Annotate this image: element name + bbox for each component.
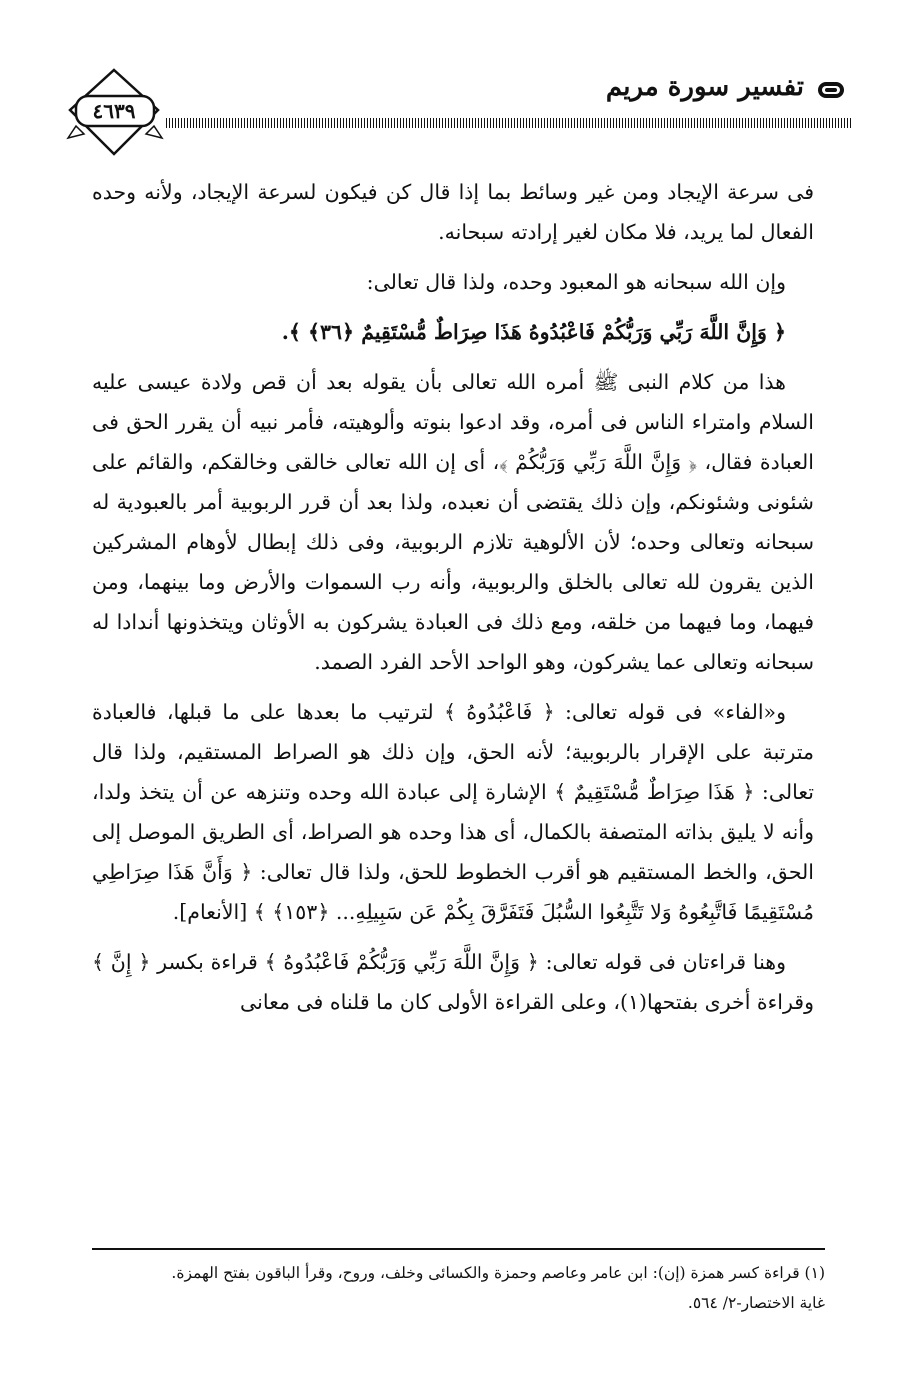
paragraph: وهنا قراءتان فى قوله تعالى: ﴿ وَإِنَّ اللَّهَ رَبِّي وَرَبُّكُمْ فَاعْبُدُوهُ ﴾ قراءة بكسر ﴿ إِنَّ ﴾ وقراءة أخرى بفتحها(١)، وعلى القراءة الأولى كان ما قلناه فى معانى: [92, 950, 814, 1014]
page-number: ٤٦٣٩: [92, 99, 136, 123]
page-header: [62, 62, 852, 162]
paragraph: فى سرعة الإيجاد ومن غير وسائط بما إذا قال كن فيكون لسرعة الإيجاد، ولأنه وحده الفعال لما يريد، فلا مكان لغير إرادته سبحانه.: [92, 180, 814, 244]
header-rule: [166, 118, 852, 128]
header-ornament-icon: [816, 79, 846, 101]
page-body: [92, 172, 814, 1032]
paragraph: و«الفاء» فى قوله تعالى: ﴿ فَاعْبُدُوهُ ﴾ لترتيب ما بعدها على ما قبلها، فالعبادة مترتبة على الإقرار بالربوبية؛ لأنه الحق، وإن ذلك هو الصراط المستقيم، ولذا قال تعالى: ﴿ هَذَا صِرَاطٌ مُّسْتَقِيمٌ ﴾ الإشارة إلى عبادة الله وحده وتنزهه عن أن يتخذ ولدا، وأنه لا يليق بذاته المتصفة بالكمال، أى هذا وحده هو الصراط، أى الطريق الموصل إلى الحق، والخط المستقيم هو أقرب الخطوط للحق، ولذا قال تعالى: ﴿ وَأَنَّ هَذَا صِرَاطِي مُسْتَقِيمًا فَاتَّبِعُوهُ وَلا تَتَّبِعُوا السُّبُلَ فَتَفَرَّقَ بِكُمْ عَن سَبِيلِهِ... ﴿١٥٣﴾ ﴾ [الأنعام].: [92, 700, 814, 924]
footnote-source: غاية الاختصار-٢/ ٥٦٤.: [687, 1294, 825, 1312]
paragraph: هذا من كلام النبى ﷺ أمره الله تعالى بأن يقوله بعد أن قص ولادة عيسى عليه السلام وامتراء الناس فى أمره، وقد ادعوا بنوته وألوهيته، فأمر نبيه أن يقرر الحق فى العبادة فقال، ﴿ وَإِنَّ اللَّهَ رَبِّي وَرَبُّكُمْ ﴾، أى إن الله تعالى خالقى وخالقكم، والقائم على شئونى وشئونكم، وإن ذلك يقتضى أن نعبده، ولذا بعد أن قرر الربوبية أمر بالعبودية له سبحانه وتعالى وحده؛ لأن الألوهية تلازم الربوبية، وفى ذلك إبطال لأوهام المشركين الذين يقرون لله تعالى بالخلق والربوبية، وأنه رب السموات والأرض وما بينهما، ومن فيهما، وما فيهما من خلقه، ومع ذلك فى العبادة يشركون به الأوثان ويتخذونها أندادا له سبحانه وتعالى عما يشركون، وهو الواحد الأحد الفرد الصمد.: [92, 370, 814, 674]
page-title: تفسير سورة مريم: [605, 72, 804, 102]
quran-verse: ﴿ وَإِنَّ اللَّهَ رَبِّي وَرَبُّكُمْ فَاعْبُدُوهُ هَذَا صِرَاطٌ مُّسْتَقِيمٌ ﴿٣٦﴾ ﴾.: [281, 320, 786, 344]
paragraph: وإن الله سبحانه هو المعبود وحده، ولذا قال تعالى:: [366, 270, 786, 294]
footnote: (١) قراءة كسر همزة (إن): ابن عامر وعاصم وحمزة والكسائى وخلف، وروح، وقرأ الباقون بفتح الهمزة.: [171, 1264, 825, 1282]
footnotes: [92, 1258, 825, 1318]
footnote-divider: [92, 1248, 825, 1250]
